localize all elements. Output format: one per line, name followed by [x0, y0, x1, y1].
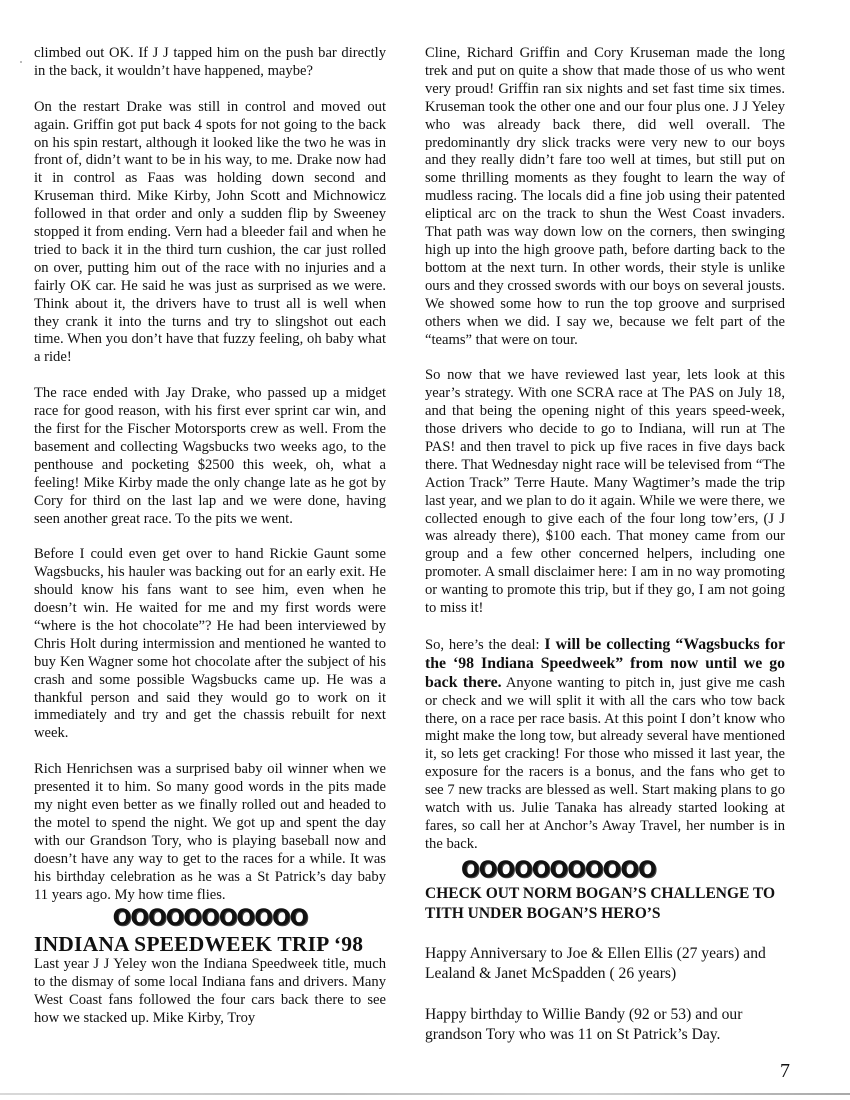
paragraph-this-year-strategy: So now that we have reviewed last year, lets look at this year’s strategy. With one SCRA race at The PAS on July 18, and that being the opening night of this years speed-week, those drivers who decide to go to Indiana, will run at The PAS! and then travel to pick up five races in five days back there. That Wednesday night race will be televised from “The Action Track” Terre Haute. Many Wagtimer’s made the trip last year, and we plan to do it again. While we were there, we collected enough to give each of the four long tow’ers, (J J was already there), $100 each. That money came from our group and a few other concerned helpers, including one promoter. A small disclaimer here: I am in no way promoting or wanting to promote this trip, but if they go, I am not going to miss it!: [425, 367, 785, 617]
paragraph-restart: On the restart Drake was still in control and moved out again. Griffin got put back 4 spots for not going to the back on his spin restart, although it looked like the two he was in front of, didn’t want to be in his way, to me. Drake now had it in control as Faas was holding down second and Kruseman third. Mike Kirby, John Scott and Michnowicz followed in that order and only a sudden flip by Sweeney stopped it from ending. Vern had a bleeder fail and when he tried to back it in the third turn cushion, the car just rolled on over, putting him out of the race with no injuries and a fairly OK car. He said he was just as surprised as we were. Think about it, the drivers have to trust all is well when they crank it into the turns and try to slingshot out each time. When you don’t have that fuzzy feeling, oh baby what a ride!: [34, 98, 386, 366]
scan-speck: [20, 61, 22, 63]
deal-details: Anyone wanting to pitch in, just give me cash or check and we will split it with all the cars who tow back there, on a race per race basis. At this point I don’t know who might make the long tow, but already several have mentioned it, so lets get cracking! For those who missed it last year, the exposure for the racers is a bonus, and the fans who get to see 7 new tracks are blessed as well. Start making plans to go watch with us. Julie Tanaka has already started looking at fares, so call her at Anchor’s Away Travel, her number is in the back.: [425, 674, 785, 852]
ornament-divider: OOOOOOOOOOO: [112, 906, 308, 932]
paragraph-last-year: Last year J J Yeley won the Indiana Speedweek title, much to the dismay of some local Indiana fans and drivers. Many West Coast fans followed the four cars back there to see how we stacked up. Mike Kirby, Troy: [34, 956, 386, 1027]
paragraph-anniversary: Happy Anniversary to Joe & Ellen Ellis (27 years) and Lealand & Janet McSpadden ( 26 years): [425, 944, 766, 983]
heading-norm-bogan-challenge: CHECK OUT NORM BOGAN’S CHALLENGE TO TITH UNDER BOGAN’S HERO’S: [425, 884, 776, 922]
ornament-divider: OOOOOOOOOOO: [461, 857, 656, 883]
paragraph-crash-end: climbed out OK. If J J tapped him on the push bar directly in the back, it wouldn’t have happened, maybe?: [34, 45, 386, 79]
page-bottom-edge: [0, 1093, 850, 1095]
deal-bold-announcement: I will be collecting “Wagsbucks for the ‘98 Indiana Speedweek” from now until we go back there.: [425, 635, 785, 691]
page-number: 7: [780, 1060, 790, 1082]
right-column: [425, 45, 785, 1066]
paragraph-race-end: The race ended with Jay Drake, who passed up a midget race for good reason, with his first ever sprint car win, and the first for the Fischer Motorsports crew as well. From the basement and collecting Wagsbucks two weeks ago, to the penthouse and pocketing $2500 this week, oh, what a feeling! Mike Kirby made the only change late as he got by Cory for third on the last lap and we were done, having seen another great race. To the pits we went.: [34, 385, 386, 527]
paragraph-the-deal: [425, 636, 785, 854]
paragraph-rich-henrichsen: Rich Henrichsen was a surprised baby oil winner when we presented it to him. So many good words in the pits made my night even better as we finally rolled out and headed to the motel to spend the night. We got up and spent the day with our Grandson Tory, who is playing baseball now and doesn’t have any way to get to the races for a while. It was his birthday celebration as he was a St Patrick’s day baby 11 years ago. My how time flies.: [34, 761, 386, 903]
deal-lead: So, here’s the deal:: [425, 636, 545, 653]
paragraph-long-trek: Cline, Richard Griffin and Cory Kruseman made the long trek and put on quite a show that made those of us who went very proud! Griffin ran six nights and set fast time six times. Kruseman took the other one and our four plus one. J J Yeley who was already back there, did well overall. The predominantly dry slick tracks were very new to our boys and they really didn’t fare too well at times, but still put on some thrilling moments as they fought to learn the way of mudless racing. The locals did a fine job using their patented eliptical arc on the track to shun the West Coast invaders. That path was way down low on the corners, then swinging high up into the high groove path, before darting back to the bottom at the next turn. In other words, their style is unlike ours and they crossed swords with our boys on several jousts. We showed some how to run the top groove and surprised others when we did. I say we, because we felt part of the “teams” that were on tour.: [425, 45, 785, 348]
left-column: [34, 45, 386, 1028]
paragraph-rickie-gaunt: Before I could even get over to hand Rickie Gaunt some Wagsbucks, his hauler was backing out for an early exit. He should know his fans want to see him, even when he doesn’t win. He waited for me and my first words were “where is the hot chocolate”? He had been interviewed by Chris Holt during intermission and mentioned he wanted to buy Ken Wagner some hot chocolate after the subject of his crash and some possible Wagsbucks came up. He was a thankful person and said they would go to work on it immediately and try and get the chassis rebuilt for next week.: [34, 546, 386, 742]
paragraph-birthday: Happy birthday to Willie Bandy (92 or 53) and our grandson Tory who was 11 on St Patrick’s Day.: [425, 1005, 743, 1044]
section-heading-indiana-speedweek: INDIANA SPEEDWEEK TRIP ‘98: [34, 932, 364, 957]
